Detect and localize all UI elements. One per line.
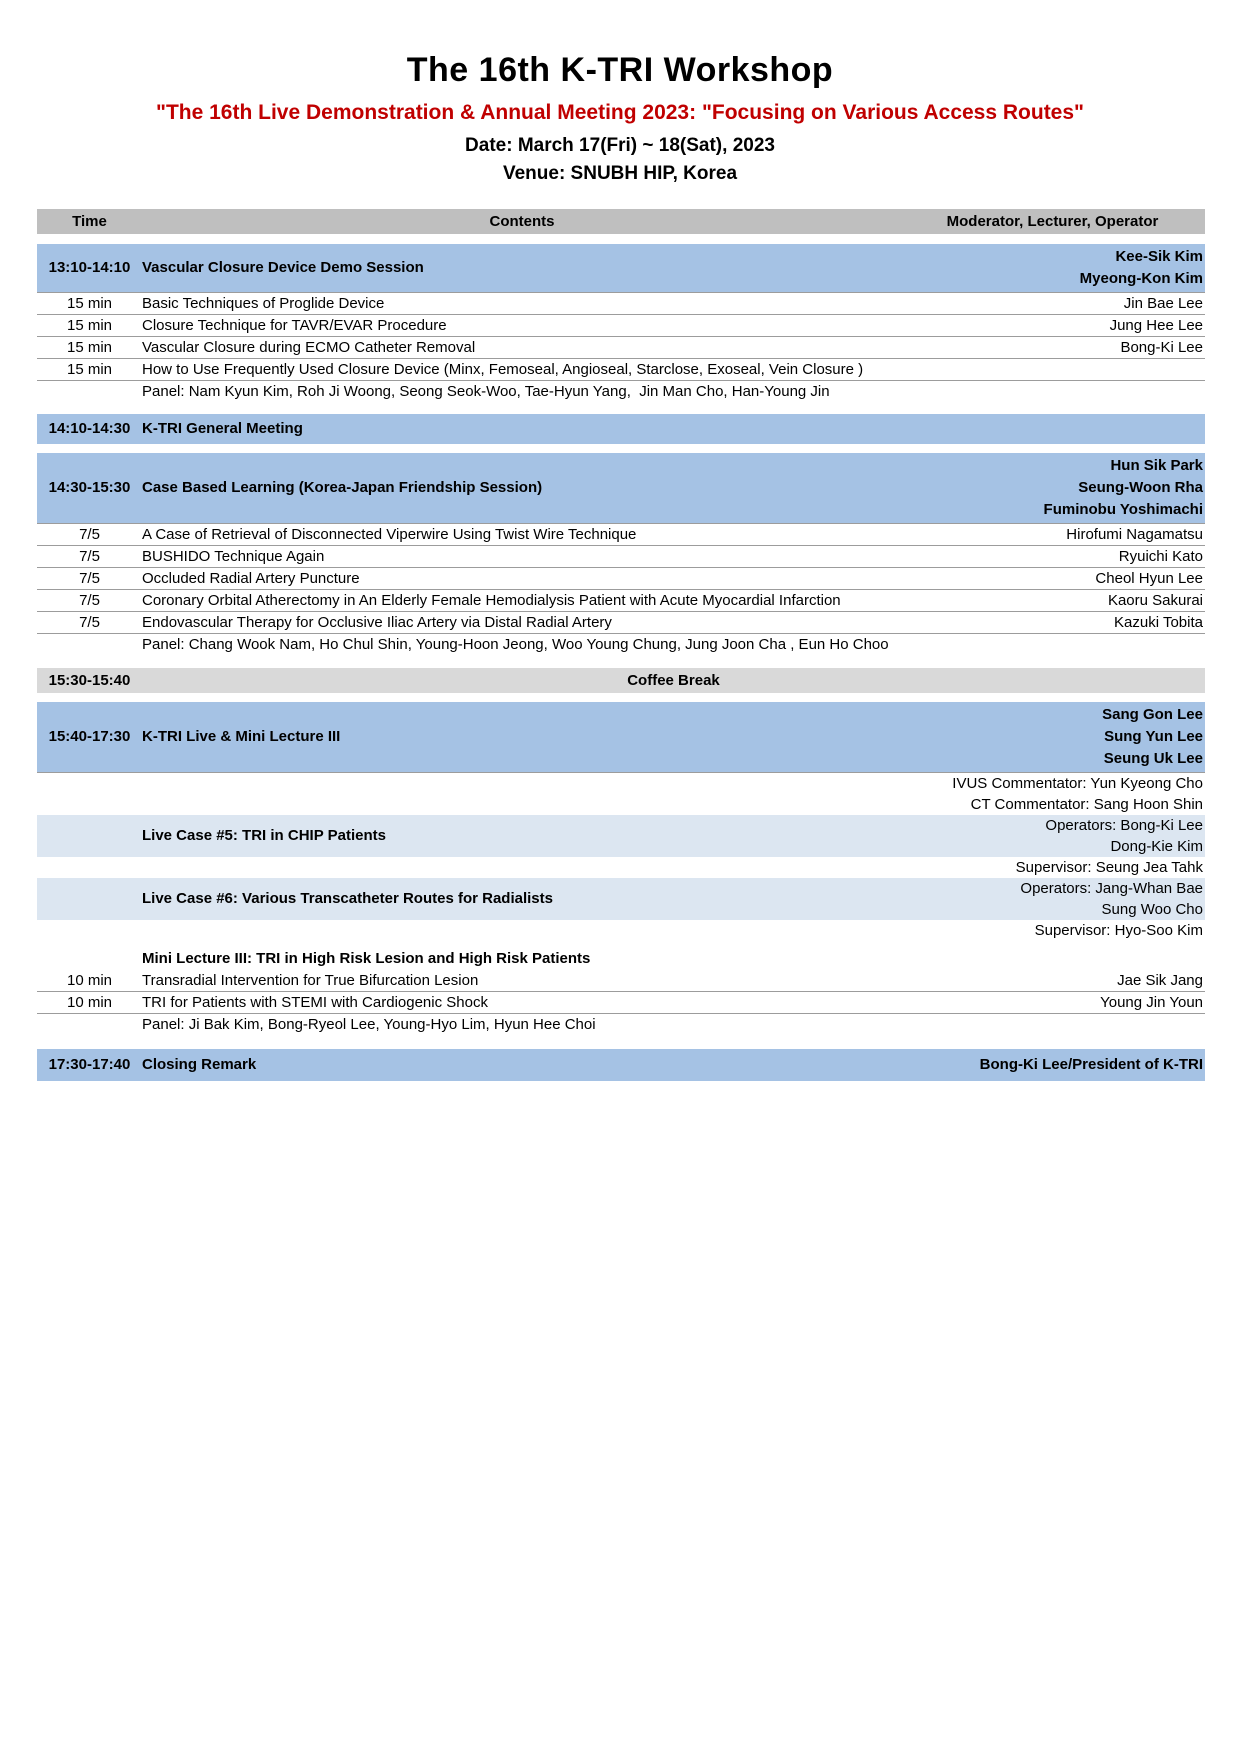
session-title: K-TRI Live & Mini Lecture III: [142, 728, 341, 746]
session-time: 17:30-17:40: [48, 1056, 131, 1074]
commentator-name: CT Commentator: Sang Hoon Shin: [970, 795, 1203, 813]
session-time: 15:40-17:30: [48, 728, 131, 746]
person-name: Fuminobu Yoshimachi: [1043, 500, 1203, 518]
col-header-time: Time: [72, 212, 107, 230]
page-title: The 16th K-TRI Workshop: [406, 51, 834, 89]
agenda-row: [37, 292, 1205, 315]
venue-line: Venue: SNUBH HIP, Korea: [502, 162, 738, 184]
operator-name: Operators: Bong-Ki Lee: [1045, 816, 1203, 834]
person-name: Sang Gon Lee: [1102, 705, 1203, 723]
session-title: Vascular Closure Device Demo Session: [142, 259, 424, 277]
schedule-table: [37, 209, 1205, 1081]
agenda-title: A Case of Retrieval of Disconnected Viperwire Using Twist Wire Technique: [142, 525, 637, 543]
agenda-speaker: Jae Sik Jang: [1117, 971, 1203, 989]
person-name: Kee-Sik Kim: [1115, 247, 1203, 265]
break-label: Coffee Break: [627, 671, 720, 689]
spacer: [37, 402, 1205, 414]
session-time: 14:10-14:30: [48, 420, 131, 438]
session-title: Closing Remark: [142, 1056, 257, 1074]
table-header-row: [37, 209, 1205, 234]
session-title: K-TRI General Meeting: [142, 420, 303, 438]
agenda-title: BUSHIDO Technique Again: [142, 547, 325, 565]
agenda-duration: 7/5: [79, 525, 100, 543]
agenda-title: How to Use Frequently Used Closure Device (Minx, Femoseal, Angioseal, Starclose, Exoseal, Vein Closure ): [142, 360, 864, 378]
session-row-vascular-closure: [37, 244, 1205, 292]
closing-row: [37, 1049, 1205, 1081]
agenda-duration: 15 min: [66, 338, 113, 356]
agenda-duration: 15 min: [66, 360, 113, 378]
agenda-row: [37, 568, 1205, 590]
person-name: Sung Yun Lee: [1104, 727, 1203, 745]
session-time: 13:10-14:10: [48, 259, 131, 277]
person-name: Bong-Ki Lee/President of K-TRI: [979, 1055, 1203, 1073]
break-time: 15:30-15:40: [48, 671, 131, 689]
document-header: [0, 0, 1240, 185]
agenda-duration: 7/5: [79, 591, 100, 609]
panel-row: [37, 381, 1205, 402]
agenda-row: [37, 359, 1205, 381]
operator-name: Operators: Jang-Whan Bae: [1020, 879, 1203, 897]
agenda-speaker: Jin Bae Lee: [1123, 294, 1203, 312]
panel-text: Panel: Chang Wook Nam, Ho Chul Shin, Young-Hoon Jeong, Woo Young Chung, Jung Joon Cha , Eun Ho Choo: [142, 635, 889, 653]
commentator-name: IVUS Commentator: Yun Kyeong Cho: [952, 774, 1203, 792]
agenda-speaker: Kaoru Sakurai: [1107, 591, 1203, 609]
agenda-title: Transradial Intervention for True Bifurcation Lesion: [142, 971, 479, 989]
operator-name: Sung Woo Cho: [1101, 900, 1203, 918]
operator-name: Dong-Kie Kim: [1110, 837, 1203, 855]
agenda-row: [37, 523, 1205, 546]
live-case-title: Live Case #6: Various Transcatheter Routes for Radialists: [142, 890, 553, 908]
agenda-title: Basic Techniques of Proglide Device: [142, 294, 385, 312]
spacer: [37, 655, 1205, 668]
person-name: Seung-Woon Rha: [1078, 478, 1203, 496]
live-case-row: [37, 878, 1205, 920]
agenda-duration: 7/5: [79, 547, 100, 565]
agenda-duration: 7/5: [79, 569, 100, 587]
agenda-speaker: Hirofumi Nagamatsu: [1066, 525, 1203, 543]
supervisor-name: Supervisor: Hyo-Soo Kim: [1034, 921, 1203, 939]
live-case-title: Live Case #5: TRI in CHIP Patients: [142, 827, 386, 845]
agenda-speaker: Ryuichi Kato: [1118, 547, 1203, 565]
panel-row: [37, 634, 1205, 655]
person-name: Seung Uk Lee: [1103, 749, 1203, 767]
agenda-duration: 7/5: [79, 613, 100, 631]
commentator-row: [37, 794, 1205, 815]
agenda-duration: 10 min: [66, 971, 113, 989]
agenda-speaker: Cheol Hyun Lee: [1095, 569, 1203, 587]
operators: [902, 815, 1205, 857]
panel-row: [37, 1014, 1205, 1035]
supervisor-name: Supervisor: Seung Jea Tahk: [1015, 858, 1203, 876]
spacer: [37, 693, 1205, 702]
live-case-row: [37, 815, 1205, 857]
agenda-title: TRI for Patients with STEMI with Cardiogenic Shock: [142, 993, 488, 1011]
session-row-general-meeting: [37, 414, 1205, 444]
agenda-row: [37, 992, 1205, 1014]
spacer: [37, 1035, 1205, 1049]
session-time: 14:30-15:30: [48, 479, 131, 497]
session-people: [902, 455, 1205, 521]
mini-lecture-title: Mini Lecture III: TRI in High Risk Lesion and High Risk Patients: [142, 949, 591, 967]
panel-text: Panel: Nam Kyun Kim, Roh Ji Woong, Seong Seok-Woo, Tae-Hyun Yang, Jin Man Cho, Han-Young Jin: [142, 382, 830, 400]
agenda-row: [37, 612, 1205, 634]
agenda-row: [37, 315, 1205, 337]
agenda-speaker: Jung Hee Lee: [1109, 316, 1203, 334]
person-name: Myeong-Kon Kim: [1079, 269, 1203, 287]
agenda-row: [37, 546, 1205, 568]
date-line: Date: March 17(Fri) ~ 18(Sat), 2023: [465, 134, 775, 156]
supervisor-row: [37, 920, 1205, 941]
commentator-row: [37, 772, 1205, 794]
agenda-title: Vascular Closure during ECMO Catheter Removal: [142, 338, 476, 356]
subtitle: "The 16th Live Demonstration & Annual Meeting 2023: "Focusing on Various Access Routes": [156, 100, 1084, 124]
agenda-duration: 10 min: [66, 993, 113, 1011]
supervisor-row: [37, 857, 1205, 878]
spacer: [37, 234, 1205, 244]
person-name: Hun Sik Park: [1110, 456, 1203, 474]
agenda-duration: 15 min: [66, 294, 113, 312]
agenda-speaker: Bong-Ki Lee: [1120, 338, 1203, 356]
mini-lecture-heading: [37, 948, 1205, 970]
agenda-row: [37, 337, 1205, 359]
coffee-break-row: [37, 668, 1205, 693]
agenda-duration: 15 min: [66, 316, 113, 334]
panel-text: Panel: Ji Bak Kim, Bong-Ryeol Lee, Young-Hyo Lim, Hyun Hee Choi: [142, 1015, 596, 1033]
session-row-case-based-learning: [37, 453, 1205, 523]
agenda-title: Closure Technique for TAVR/EVAR Procedure: [142, 316, 447, 334]
agenda-speaker: Kazuki Tobita: [1114, 613, 1203, 631]
agenda-speaker: Young Jin Youn: [1100, 993, 1203, 1011]
operators: [902, 878, 1205, 920]
agenda-row: [37, 970, 1205, 992]
agenda-row: [37, 590, 1205, 612]
agenda-title: Occluded Radial Artery Puncture: [142, 569, 360, 587]
spacer: [37, 941, 1205, 948]
session-people: [902, 246, 1205, 290]
col-header-contents: Contents: [489, 212, 555, 230]
session-title: Case Based Learning (Korea-Japan Friendship Session): [142, 479, 543, 497]
session-row-ktri-live: [37, 702, 1205, 772]
session-people: [902, 704, 1205, 770]
session-people: [902, 1054, 1205, 1076]
agenda-title: Endovascular Therapy for Occlusive Iliac Artery via Distal Radial Artery: [142, 613, 612, 631]
col-header-moderator: Moderator, Lecturer, Operator: [946, 212, 1159, 230]
agenda-title: Coronary Orbital Atherectomy in An Elderly Female Hemodialysis Patient with Acute Myocardial Infarction: [142, 591, 841, 609]
spacer: [37, 444, 1205, 453]
